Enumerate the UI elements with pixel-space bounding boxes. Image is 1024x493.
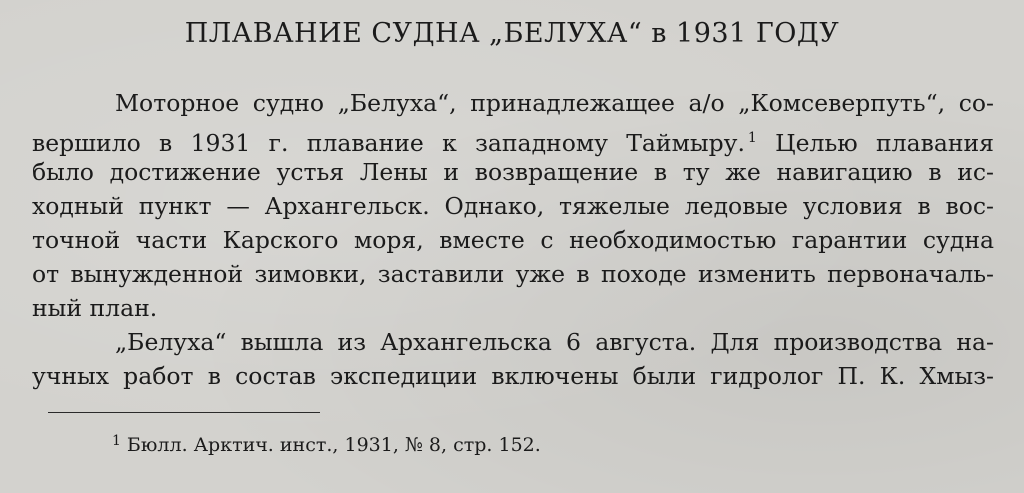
footnote-divider xyxy=(48,412,320,413)
text-line: Моторное судно „Белуха“, принадлежащее а/о „Комсеверпуть“, со- xyxy=(115,89,994,117)
text-line: ходный пункт — Архангельск. Однако, тяжелые ледовые условия в вос- xyxy=(32,192,994,220)
text-line: точной части Карского моря, вместе с необходимостью гарантии судна xyxy=(32,226,994,254)
footnote-reference[interactable]: 1 xyxy=(747,130,757,146)
footnote xyxy=(112,428,541,458)
footnote-number: 1 xyxy=(112,433,121,449)
text-line: учных работ в состав экспедиции включены были гидролог П. К. Хмыз- xyxy=(32,362,994,390)
text-line-part: вершило в 1931 г. плавание к западному Таймыру. xyxy=(32,129,745,157)
text-line-part: Целью плавания xyxy=(775,129,994,157)
page-title: ПЛАВАНИЕ СУДНА „БЕЛУХА“ в 1931 ГОДУ xyxy=(184,18,840,49)
text-line xyxy=(32,124,994,157)
text-line: „Белуха“ вышла из Архангельска 6 августа. Для производства на- xyxy=(115,328,994,356)
footnote-text: Бюлл. Арктич. инст., 1931, № 8, стр. 152. xyxy=(126,434,541,456)
text-line: от вынужденной зимовки, заставили уже в походе изменить первоначаль- xyxy=(32,260,994,288)
text-line: было достижение устья Лены и возвращение в ту же навигацию в ис- xyxy=(32,158,994,186)
text-line: ный план. xyxy=(32,294,158,322)
